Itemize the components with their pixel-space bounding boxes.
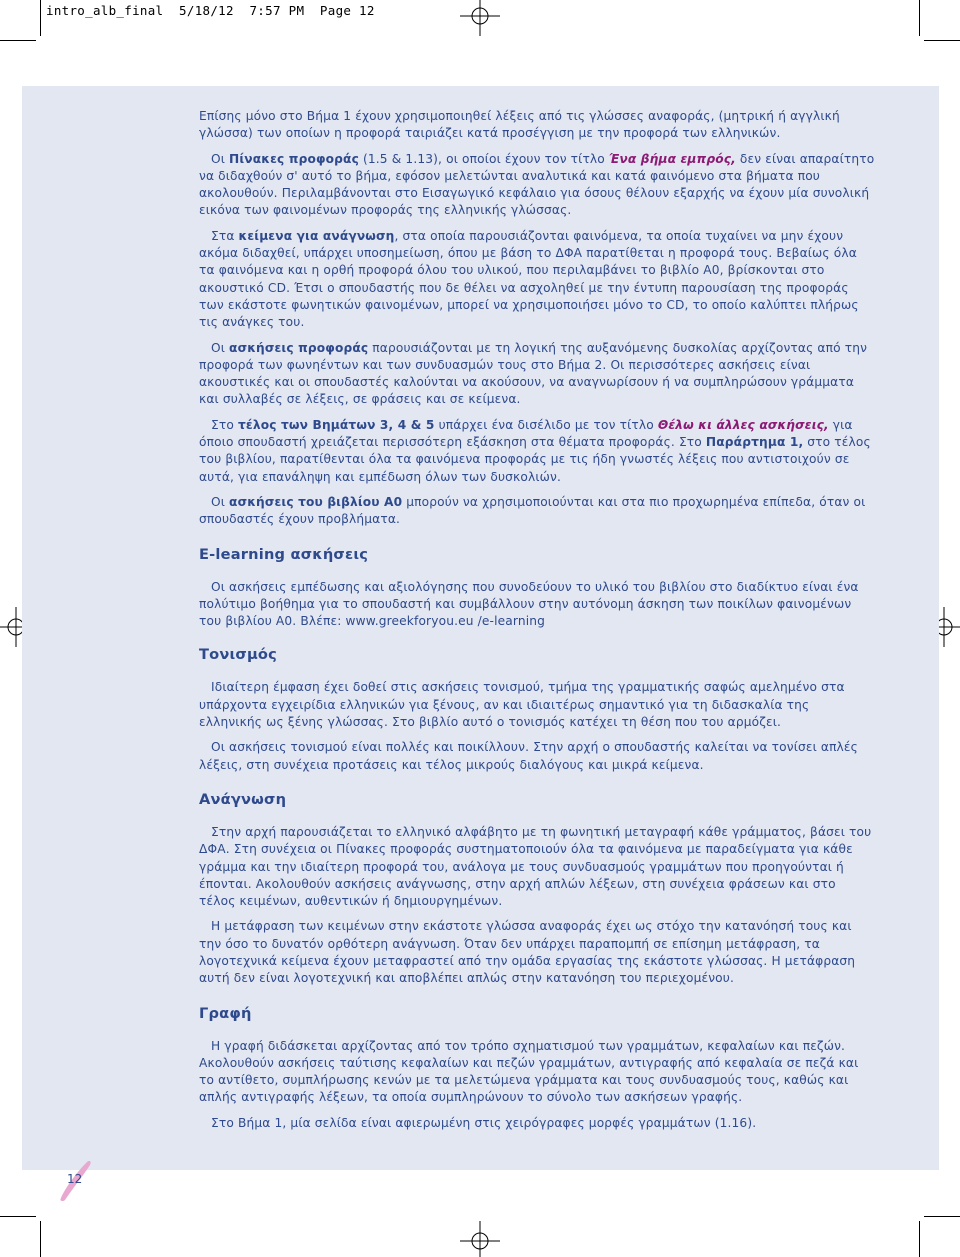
text-span: Οι (211, 151, 230, 166)
heading-elearning: E-learning ασκήσεις (199, 545, 369, 563)
crop-mark-bottom-left-h (0, 1216, 36, 1217)
slug-page: Page 12 (319, 3, 375, 18)
paragraph-translation: Η μετάφραση των κειμένων στην εκάστοτε γλώσσα αναφοράς έχει ως στόχο την κατανόησή τους και την όσο το δυνατόν ορθότερη ανάγνωση. Όταν δεν υπάρχει παραπομπή σε επίσημη μετάφραση, τα λογοτεχνικά κείμενα έχουν μεταφραστεί από την ομάδα εργασίας της εκάστοτε γλώσσας. Η μετάφραση αυτή δεν είναι λογοτεχνική και αποβλέπει απλώς στην κατανόηση του περιεχομένου. (199, 919, 856, 986)
text-span: Στο (211, 417, 238, 432)
paragraph-writing: Η γραφή διδάσκεται αρχίζοντας από τον τρόπο σχηματισμού των γραμμάτων, κεφαλαίων και πεζών. Ακολουθούν ασκήσεις ταύτισης κεφαλαίων και πεζών γραμμάτων, αντιγραφής από κεφαλαία σε πεζά και το αντίθετο, συμπλήρωσης κενών με τα μελετώμενα γράμματα και τους συνδυασμούς τους, καθώς και απλής αντιγραφής λέξεων, τα οποία συμπληρώνουν το σύνολο των ασκήσεων γραφής. (199, 1038, 859, 1105)
crop-mark-top-left-v (40, 0, 41, 36)
paragraph-accent-emphasis: Ιδιαίτερη έμφαση έχει δοθεί στις ασκήσεις τονισμού, τμήμα της γραμματικής σαφώς αμελημένο στα υπάρχοντα εγχειρίδια ελληνικών για ξένους, αν και ιδιαιτέρως σημαντικό για τη διδασκαλία της ελληνικής ως ξένης γλώσσας. Στο βιβλίο αυτό ο τονισμός κατέχει τη θέση που του αρμόζει. (199, 680, 845, 730)
print-slug (46, 3, 375, 18)
paragraph-reading-texts (199, 228, 875, 332)
crop-mark-bottom-left-v (40, 1221, 41, 1257)
paragraph-a0-exercises (199, 494, 875, 529)
text-span: για όποιο σπουδαστή χρειάζεται περισσότερη εξάσκηση στα θέματα προφοράς. Στο (199, 417, 853, 450)
text-span: στο τέλος του βιβλίου, παρατίθενται όλα τα φαινόμενα προφοράς με τις ήδη γνωστές λέξεις που αντιστοιχούν σε αυτά, για επανάληψη και εμπέδωση όλων των δυσκολιών. (199, 435, 871, 484)
bold-term: ασκήσεις του βιβλίου Α0 (229, 494, 403, 509)
text-span: μπορούν να χρησιμοποιούνται και στα πιο προχωρημένα επίπεδα, όταν οι σπουδαστές έχουν προβλήματα. (199, 494, 866, 527)
text-span: παρουσιάζονται με τη λογική της αυξανόμενης δυσκολίας αρχίζοντας από την προφορά των φωνηέντων και των συνδυασμών τους στο Βήμα 2. Οι περισσότερες ασκήσεις είναι ακουστικές και οι σπουδαστές καλούνται να ακούσουν, να αναγνωρίσουν ή να συμπληρώσουν γράμματα και συλλαβές σε λέξεις, σε φράσεις και σε κείμενα. (199, 340, 868, 407)
title-emphasis: Θέλω κι άλλες ασκήσεις, (657, 417, 829, 432)
bold-term: Παράρτημα 1, (705, 435, 804, 450)
text-span: (1.5 & 1.13), οι οποίοι έχουν τον τίτλο (358, 151, 609, 166)
paragraph-more-exercises (199, 417, 875, 486)
paragraph-reading-alphabet: Στην αρχή παρουσιάζεται το ελληνικό αλφάβητο με τη φωνητική μεταγραφή κάθε γράμματος, βάσει του ΔΦΑ. Στη συνέχεια οι Πίνακες προφοράς συστηματοποιούν όλα τα φαινόμενα με παραδείγματα για κάθε γράμμα και την ιδιαίτερη προφορά του, ανάλογα με τους συνδυασμούς γραμμάτων που προηγούνται ή έπονται. Ακολουθούν ασκήσεις ανάγνωσης, στην αρχή απλών λέξεων, στη συνέχεια φράσεων και στο τέλος κειμένων, αυθεντικών ή δημιουργημένων. (199, 824, 872, 909)
registration-mark-bottom (460, 1221, 500, 1257)
crop-mark-top-right-h (924, 40, 960, 41)
slug-time: 7:57 PM (249, 3, 305, 18)
crop-mark-bottom-right-v (919, 1221, 920, 1257)
title-emphasis: Ένα βήμα εμπρός, (608, 151, 736, 166)
text-span: δεν είναι απαραίτητο να διδαχθούν σ' αυτό το βήμα, εφόσον μελετώνται αναλυτικά και κατά φαινόμενο στα βήματα που ακολουθούν. Περιλαμβάνονται στο Εισαγωγικό κεφάλαιο για όσους θέλουν εξαρχής να έχουν μία συνολική εικόνα των φαινομένων προφοράς της ελληνικής γλώσσας. (199, 151, 875, 218)
heading-grafi: Γραφή (199, 1004, 252, 1022)
bold-term: ασκήσεις προφοράς (229, 340, 369, 355)
text-span: Οι (211, 494, 230, 509)
text-span: Στα (211, 228, 239, 243)
crop-mark-top-right-v (919, 0, 920, 36)
registration-mark-top (460, 0, 500, 36)
paragraph-accent-exercises: Οι ασκήσεις τονισμού είναι πολλές και ποικίλλουν. Στην αρχή ο σπουδαστής καλείται να τονίσει απλές λέξεις, στη συνέχεια προτάσεις και τέλος μικρούς διαλόγους και μικρά κείμενα. (199, 740, 858, 772)
slug-file: intro_alb_final (46, 3, 164, 18)
bold-term: κείμενα για ανάγνωση (238, 228, 395, 243)
paragraph-pronunciation-exercises (199, 340, 875, 409)
page-number: 12 (67, 1172, 83, 1186)
text-span: υπάρχει ένα δισέλιδο με τον τίτλο (434, 417, 658, 432)
paragraph-pronunciation-tables (199, 151, 875, 220)
slug-date: 5/18/12 (179, 3, 234, 18)
heading-anagnosi: Ανάγνωση (199, 790, 287, 808)
paragraph-handwriting: Στο Βήμα 1, μία σελίδα είναι αφιερωμένη στις χειρόγραφες μορφές γραμμάτων (1.16). (211, 1115, 757, 1130)
text-span: , στα οποία παρουσιάζονται φαινόμενα, τα οποία τυχαίνει να μην έχουν ακόμα διδαχθεί, υπάρχει υποσημείωση, όπου με βάση το ΔΦΑ παρατίθεται η προφορά τους. Βεβαίως όλα τα φαινόμενα και η ορθή προφορά όλου του υλικού, που περιλαμβάνει το βιβλίο Α0, βρίσκονται στο ακουστικό CD. Έτσι ο σπουδαστής που δε θέλει να ασχοληθεί με την έντυπη παρουσίαση της προφοράς των εκάστοτε φωνητικών φαινομένων, μπορεί να χρησιμοποιήσει μόνο το CD, το οποίο καλύπτει πλήρως τις ανάγκες του. (199, 228, 859, 330)
crop-mark-top-left-h (0, 40, 36, 41)
text-span: Οι (211, 340, 230, 355)
bold-term: Πίνακες προφοράς (229, 151, 359, 166)
paragraph-reference-languages: Επίσης μόνο στο Βήμα 1 έχουν χρησιμοποιηθεί λέξεις από τις γλώσσες αναφοράς, (μητρική ή αγγλική γλώσσα) των οποίων η προφορά ταιριάζει κατά προσέγγιση με την προφορά των ελληνικών. (199, 109, 840, 141)
paragraph-elearning: Οι ασκήσεις εμπέδωσης και αξιολόγησης που συνοδεύουν το υλικό του βιβλίου στο διαδίκτυο είναι ένα πολύτιμο βοήθημα για το σπουδαστή και συμβάλλουν στην αυτόνομη άσκηση των ποικίλων φαινομένων του βιβλίου Α0. Βλέπε: www.greekforyou.eu /e-learning (199, 579, 859, 629)
main-content (199, 108, 875, 1132)
bold-term: τέλος των Βημάτων 3, 4 & 5 (237, 417, 435, 432)
heading-tonismos: Τονισμός (199, 646, 277, 664)
crop-mark-bottom-right-h (924, 1216, 960, 1217)
